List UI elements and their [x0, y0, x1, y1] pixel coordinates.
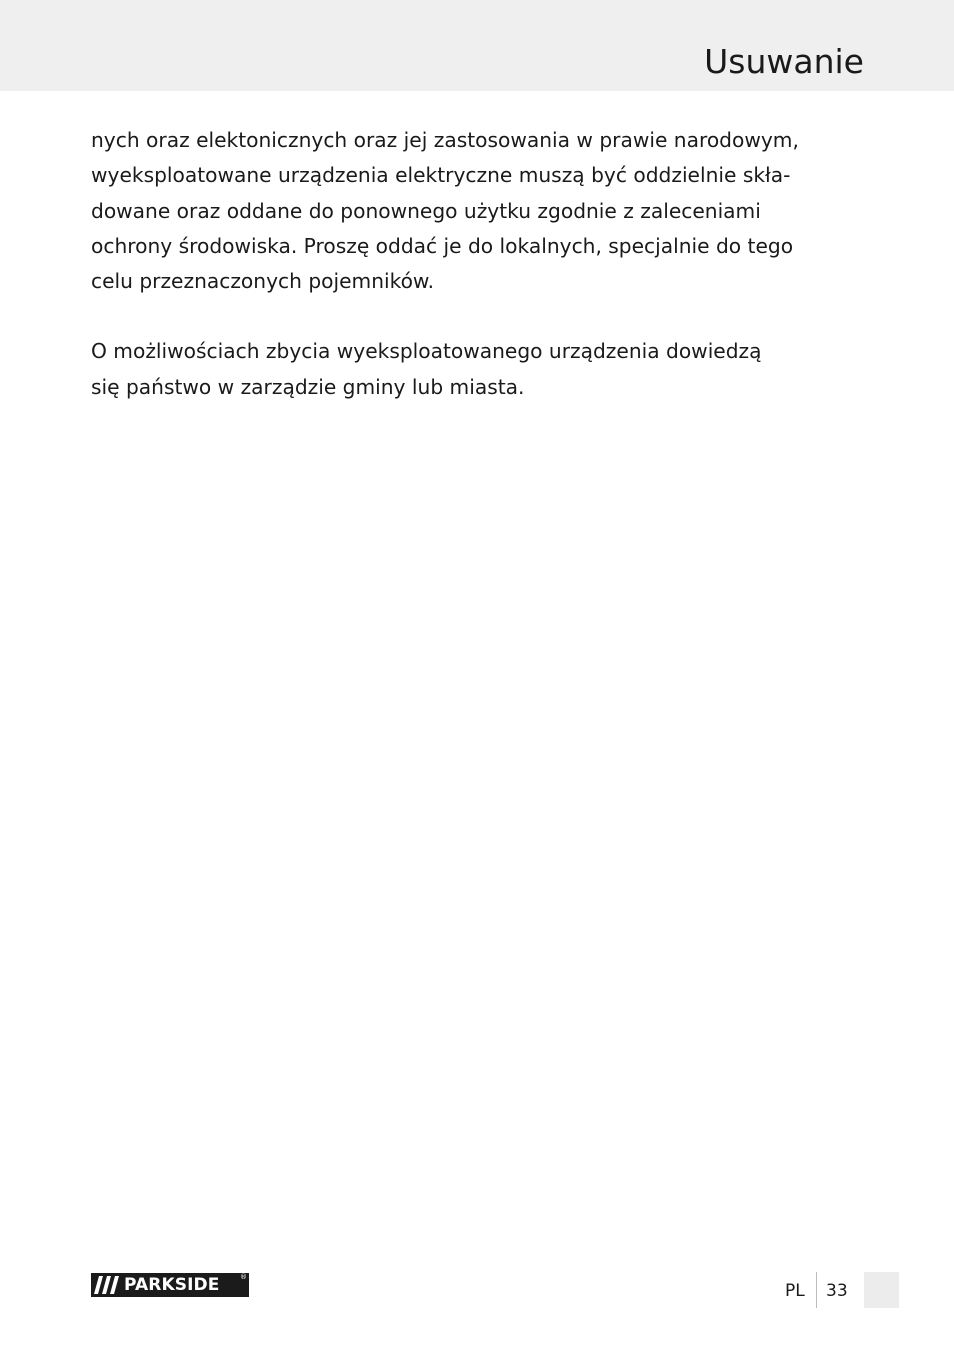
paragraph-disposal-info	[91, 334, 866, 405]
footer-tab	[864, 1272, 899, 1308]
registered-mark: ®	[240, 1273, 247, 1281]
text-line: O możliwościach zbycia wyeksploatowanego urządzenia dowiedzą	[91, 339, 762, 364]
text-line: celu przeznaczonych pojemników.	[91, 269, 434, 294]
text-line: nych oraz elektonicznych oraz jej zastosowania w prawie narodowym,	[91, 128, 799, 152]
language-code: PL	[785, 1281, 805, 1301]
body-text	[91, 123, 866, 440]
text-line: ochrony środowiska. Proszę oddać je do lokalnych, specjalnie do tego	[91, 233, 794, 258]
footer-divider	[816, 1272, 817, 1308]
parkside-logo	[91, 1273, 249, 1297]
text-line: dowane oraz oddane do ponownego użytku zgodnie z zaleceniami	[91, 198, 761, 223]
text-line: wyeksploatowane urządzenia elektryczne muszą być oddzielnie skła-	[91, 163, 791, 188]
page-title: Usuwanie	[704, 42, 864, 81]
logo-slashes-icon	[94, 1276, 122, 1294]
paragraph-disposal-rules	[91, 123, 866, 299]
text-line: się państwo w zarządzie gminy lub miasta.	[91, 374, 525, 399]
page-number: 33	[826, 1281, 848, 1301]
brand-name: PARKSIDE	[124, 1275, 220, 1295]
